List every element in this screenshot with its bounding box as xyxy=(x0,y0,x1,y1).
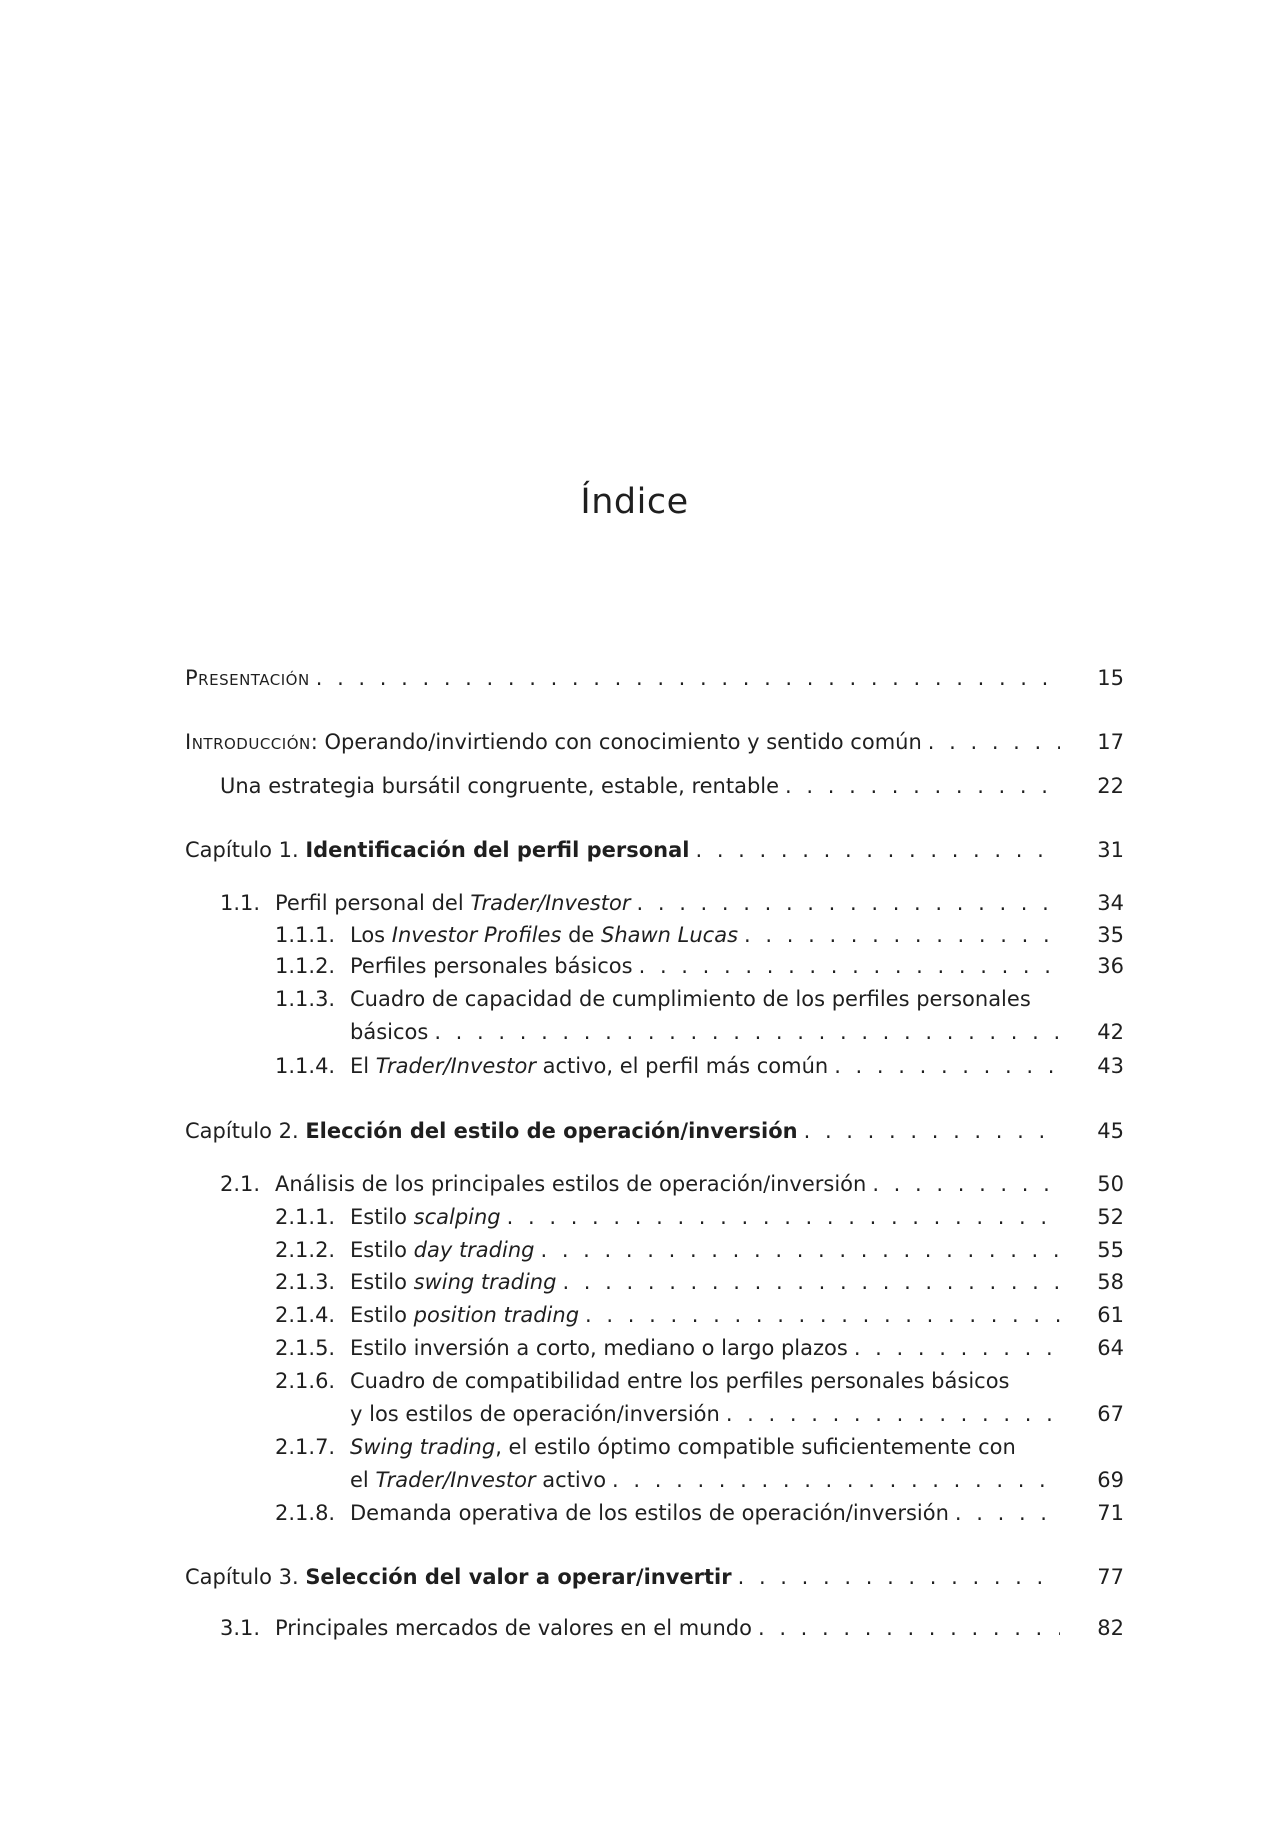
entry-text: Principales mercados de valores en el mundo xyxy=(275,1616,752,1640)
page-number: 22 xyxy=(1097,774,1124,798)
page-number: 35 xyxy=(1097,923,1124,947)
leader-dots xyxy=(556,1266,1060,1299)
entry-italic: Trader/Investor xyxy=(375,1054,536,1078)
leader-dots xyxy=(720,1398,1060,1431)
toc-entry-2-1-6 xyxy=(0,1365,1269,1398)
toc-entry-2-1-7-cont xyxy=(0,1464,1269,1497)
section-number: 1.1. xyxy=(220,891,261,915)
toc-entry-1-1-3 xyxy=(0,983,1269,1016)
entry-text: activo, el perfil más común xyxy=(535,1054,829,1078)
entry-italic: swing trading xyxy=(413,1270,557,1294)
entry-text: Cuadro de capacidad de cumplimiento de los perfiles personales xyxy=(350,987,1031,1011)
section-number: 2.1.2. xyxy=(275,1238,336,1262)
section-number: 2.1. xyxy=(220,1172,261,1196)
page-number: 69 xyxy=(1097,1468,1124,1492)
toc-entry-chapter-1 xyxy=(0,834,1269,867)
entry-text: El xyxy=(350,1054,376,1078)
entry-italic: position trading xyxy=(413,1303,580,1327)
leader-dots xyxy=(689,834,1060,867)
toc-entry-1-1-3-cont xyxy=(0,1016,1269,1049)
toc-entry-1-1-1 xyxy=(0,919,1269,952)
entry-text: Estilo xyxy=(350,1238,414,1262)
section-number: 2.1.6. xyxy=(275,1369,336,1393)
toc-entry-2-1-3 xyxy=(0,1266,1269,1299)
section-number: 2.1.1. xyxy=(275,1205,336,1229)
toc-entry-2-1-1 xyxy=(0,1201,1269,1234)
entry-italic: day trading xyxy=(413,1238,535,1262)
entry-text: básicos xyxy=(350,1020,429,1044)
entry-text: Estilo inversión a corto, mediano o largo plazos xyxy=(350,1336,848,1360)
leader-dots xyxy=(848,1332,1060,1365)
section-number: 3.1. xyxy=(220,1616,261,1640)
page-number: 71 xyxy=(1097,1501,1124,1525)
leader-dots xyxy=(798,1115,1060,1148)
page-number: 55 xyxy=(1097,1238,1124,1262)
toc-entry-estrategia xyxy=(0,770,1269,803)
toc-entry-chapter-3 xyxy=(0,1561,1269,1594)
entry-italic: Swing trading xyxy=(350,1435,496,1459)
page-number: 45 xyxy=(1097,1119,1124,1143)
entry-label: Presentación xyxy=(185,666,310,690)
entry-text: Perfil personal del xyxy=(275,891,471,915)
toc-entry-1-1-2 xyxy=(0,950,1269,983)
chapter-prefix: Capítulo 3. xyxy=(185,1565,306,1589)
leader-dots xyxy=(752,1612,1060,1645)
section-number: 1.1.2. xyxy=(275,954,336,978)
leader-dots xyxy=(738,919,1060,952)
page-title: Índice xyxy=(580,482,689,522)
leader-dots xyxy=(779,770,1060,803)
entry-text: Una estrategia bursátil congruente, estable, rentable xyxy=(220,774,780,798)
entry-text: Análisis de los principales estilos de operación/inversión xyxy=(275,1172,867,1196)
entry-italic: Trader/Investor xyxy=(375,1468,536,1492)
toc-entry-2-1-2 xyxy=(0,1234,1269,1267)
leader-dots xyxy=(828,1050,1060,1083)
page-number: 82 xyxy=(1097,1616,1124,1640)
leader-dots xyxy=(866,1168,1060,1201)
section-number: 1.1.4. xyxy=(275,1054,336,1078)
section-number: 2.1.7. xyxy=(275,1435,336,1459)
entry-text: Estilo xyxy=(350,1270,414,1294)
entry-text: activo xyxy=(535,1468,607,1492)
chapter-prefix: Capítulo 2. xyxy=(185,1119,306,1143)
leader-dots xyxy=(922,726,1060,759)
page-number: 61 xyxy=(1097,1303,1124,1327)
chapter-title: Selección del valor a operar/invertir xyxy=(305,1565,732,1589)
page-number: 67 xyxy=(1097,1402,1124,1426)
leader-dots xyxy=(501,1201,1060,1234)
toc-entry-presentacion xyxy=(0,662,1269,695)
toc-entry-2-1 xyxy=(0,1168,1269,1201)
entry-text: el xyxy=(350,1468,376,1492)
page-number: 17 xyxy=(1097,730,1124,754)
toc-entry-3-1 xyxy=(0,1612,1269,1645)
section-number: 1.1.1. xyxy=(275,923,336,947)
entry-italic: Trader/Investor xyxy=(470,891,631,915)
page-number: 34 xyxy=(1097,891,1124,915)
entry-label: Introducción xyxy=(185,730,311,754)
page-number: 58 xyxy=(1097,1270,1124,1294)
entry-text: de xyxy=(561,923,601,947)
leader-dots xyxy=(428,1016,1060,1049)
chapter-title: Elección del estilo de operación/inversión xyxy=(305,1119,798,1143)
page-number: 77 xyxy=(1097,1565,1124,1589)
leader-dots xyxy=(606,1464,1060,1497)
toc-entry-introduccion xyxy=(0,726,1269,759)
entry-text: Perfiles personales básicos xyxy=(350,954,633,978)
entry-text: Demanda operativa de los estilos de operación/inversión xyxy=(350,1501,949,1525)
entry-separator: : xyxy=(310,730,318,754)
page-number: 15 xyxy=(1097,666,1124,690)
entry-italic: scalping xyxy=(413,1205,501,1229)
entry-text: Cuadro de compatibilidad entre los perfiles personales básicos xyxy=(350,1369,1010,1393)
toc-entry-1-1 xyxy=(0,887,1269,920)
leader-dots xyxy=(732,1561,1060,1594)
leader-dots xyxy=(534,1234,1060,1267)
entry-text: Estilo xyxy=(350,1205,414,1229)
entry-italic: Investor Profiles xyxy=(391,923,562,947)
toc-entry-2-1-8 xyxy=(0,1497,1269,1530)
leader-dots xyxy=(631,887,1061,920)
toc-entry-chapter-2 xyxy=(0,1115,1269,1148)
page-number: 64 xyxy=(1097,1336,1124,1360)
section-number: 2.1.4. xyxy=(275,1303,336,1327)
leader-dots xyxy=(579,1299,1060,1332)
page-number: 50 xyxy=(1097,1172,1124,1196)
section-number: 2.1.5. xyxy=(275,1336,336,1360)
toc-entry-2-1-6-cont xyxy=(0,1398,1269,1431)
entry-italic: Shawn Lucas xyxy=(601,923,739,947)
page-number: 36 xyxy=(1097,954,1124,978)
section-number: 1.1.3. xyxy=(275,987,336,1011)
toc-entry-2-1-5 xyxy=(0,1332,1269,1365)
leader-dots xyxy=(949,1497,1060,1530)
page-number: 42 xyxy=(1097,1020,1124,1044)
section-number: 2.1.8. xyxy=(275,1501,336,1525)
section-number: 2.1.3. xyxy=(275,1270,336,1294)
entry-text: Estilo xyxy=(350,1303,414,1327)
entry-text: y los estilos de operación/inversión xyxy=(350,1402,720,1426)
toc-entry-2-1-4 xyxy=(0,1299,1269,1332)
chapter-title: Identificación del perfil personal xyxy=(305,838,690,862)
page-number: 52 xyxy=(1097,1205,1124,1229)
leader-dots xyxy=(310,662,1060,695)
chapter-prefix: Capítulo 1. xyxy=(185,838,306,862)
entry-text: Los xyxy=(350,923,392,947)
page-number: 43 xyxy=(1097,1054,1124,1078)
page-number: 31 xyxy=(1097,838,1124,862)
entry-text: , el estilo óptimo compatible suficientemente con xyxy=(495,1435,1016,1459)
entry-text: Operando/invirtiendo con conocimiento y sentido común xyxy=(317,730,922,754)
toc-entry-2-1-7 xyxy=(0,1431,1269,1464)
leader-dots xyxy=(633,950,1060,983)
toc-entry-1-1-4 xyxy=(0,1050,1269,1083)
